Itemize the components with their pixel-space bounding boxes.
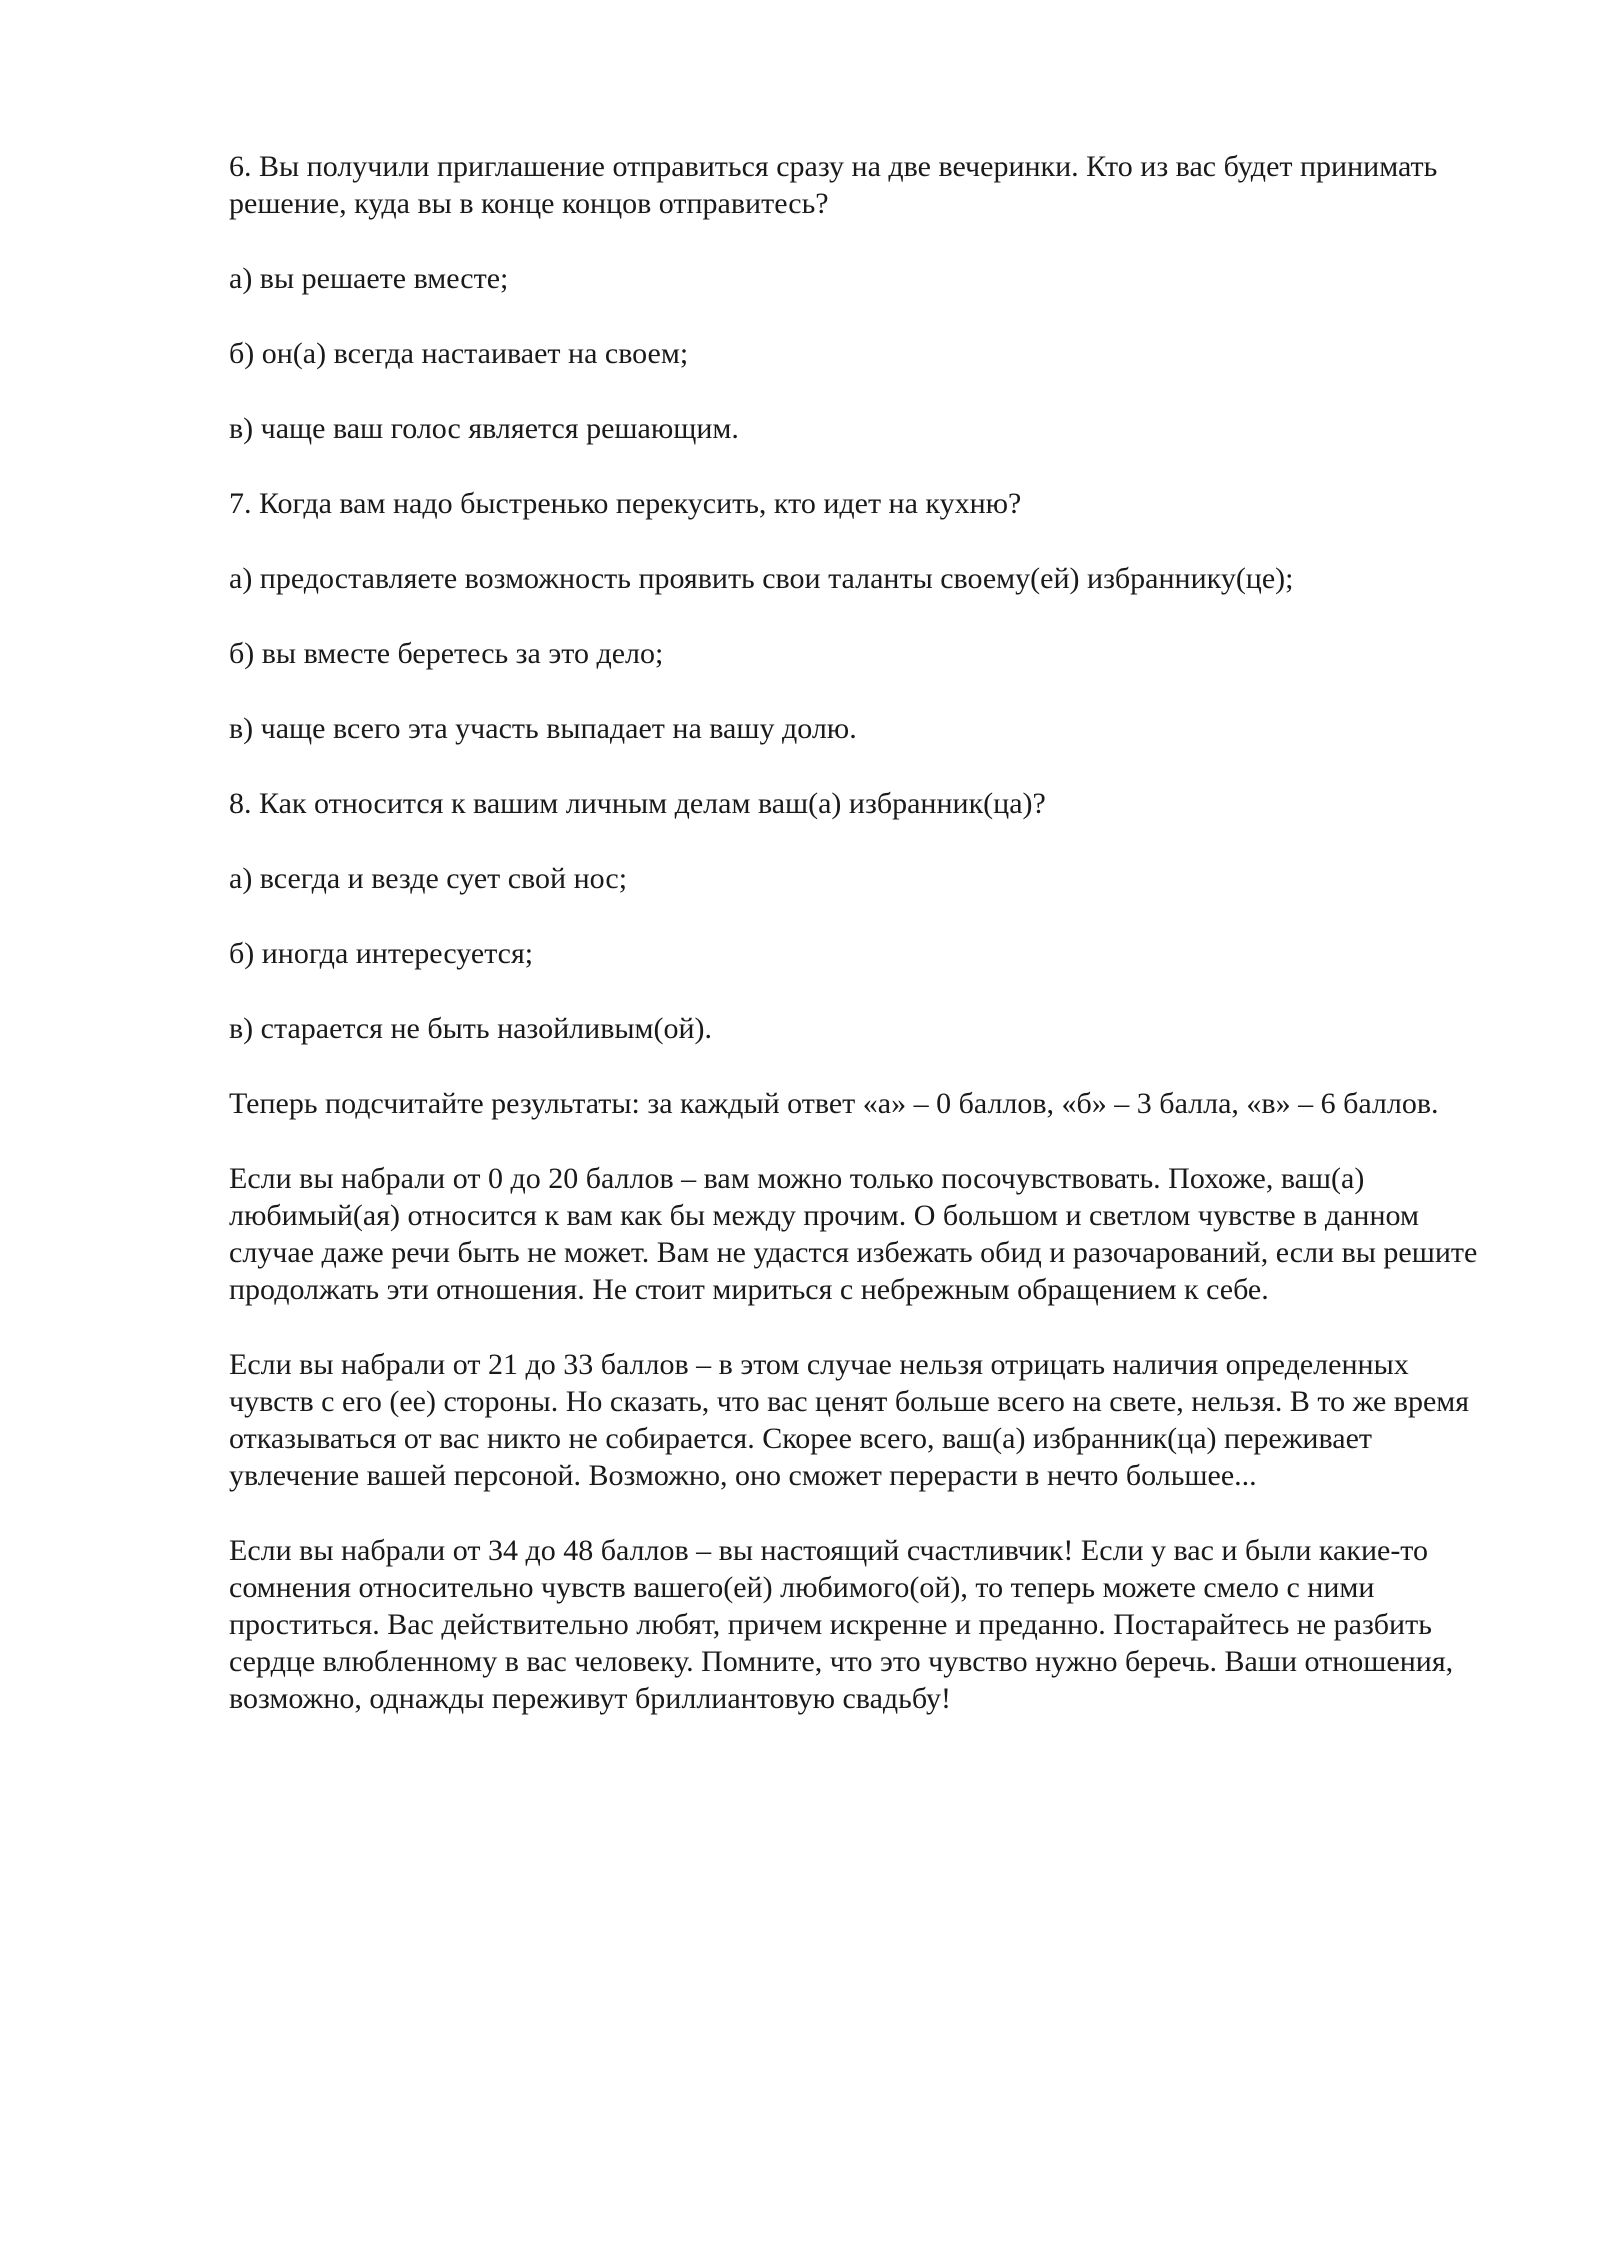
result-low: Если вы набрали от 0 до 20 баллов – вам можно только посочувствовать. Похоже, ваш(а) любимый(ая) относится к вам как бы между прочим. О большом и светлом чувстве в данном случае даже речи быть не может. Вам не удастся избежать обид и разочарований, если вы решите продолжать эти отношения. Не стоит мириться с небрежным обращением к себе. xyxy=(229,1162,1478,1306)
question-7-option-a: а) предоставляете возможность проявить свои таланты своему(ей) избраннику(це); xyxy=(229,562,1294,595)
question-8-option-c: в) старается не быть назойливым(ой). xyxy=(229,1012,713,1045)
question-7-option-b: б) вы вместе беретесь за это дело; xyxy=(229,637,664,670)
question-7: 7. Когда вам надо быстренько перекусить, кто идет на кухню? xyxy=(229,487,1022,520)
question-6-option-a: а) вы решаете вместе; xyxy=(229,262,509,295)
result-mid: Если вы набрали от 21 до 33 баллов – в этом случае нельзя отрицать наличия определенных чувств с его (ее) стороны. Но сказать, что вас ценят больше всего на свете, нельзя. В то же время отказываться от вас никто не собирается. Скорее всего, ваш(а) избранник(ца) переживает увлечение вашей персоной. Возможно, оно сможет перерасти в нечто большее... xyxy=(229,1348,1470,1492)
question-6-option-c: в) чаще ваш голос является решающим. xyxy=(229,412,739,445)
question-7-option-c: в) чаще всего эта участь выпадает на вашу долю. xyxy=(229,712,857,745)
question-8-option-a: а) всегда и везде сует свой нос; xyxy=(229,862,628,895)
document-page xyxy=(229,148,1491,1755)
result-high: Если вы набрали от 34 до 48 баллов – вы настоящий счастливчик! Если у вас и были какие-то сомнения относительно чувств вашего(ей) любимого(ой), то теперь можете смело с ними проститься. Вас действительно любят, причем искренне и преданно. Постарайтесь не разбить сердце влюбленному в вас человеку. Помните, что это чувство нужно беречь. Ваши отношения, возможно, однажды переживут бриллиантовую свадьбу! xyxy=(229,1534,1454,1715)
scoring-instructions: Теперь подсчитайте результаты: за каждый ответ «а» – 0 баллов, «б» – 3 балла, «в» – 6 баллов. xyxy=(229,1087,1439,1120)
question-8-option-b: б) иногда интересуется; xyxy=(229,937,534,970)
question-6: 6. Вы получили приглашение отправиться сразу на две вечеринки. Кто из вас будет принимать решение, куда вы в конце концов отправитесь? xyxy=(229,150,1438,220)
question-8: 8. Как относится к вашим личным делам ваш(а) избранник(ца)? xyxy=(229,787,1046,820)
question-6-option-b: б) он(а) всегда настаивает на своем; xyxy=(229,337,689,370)
